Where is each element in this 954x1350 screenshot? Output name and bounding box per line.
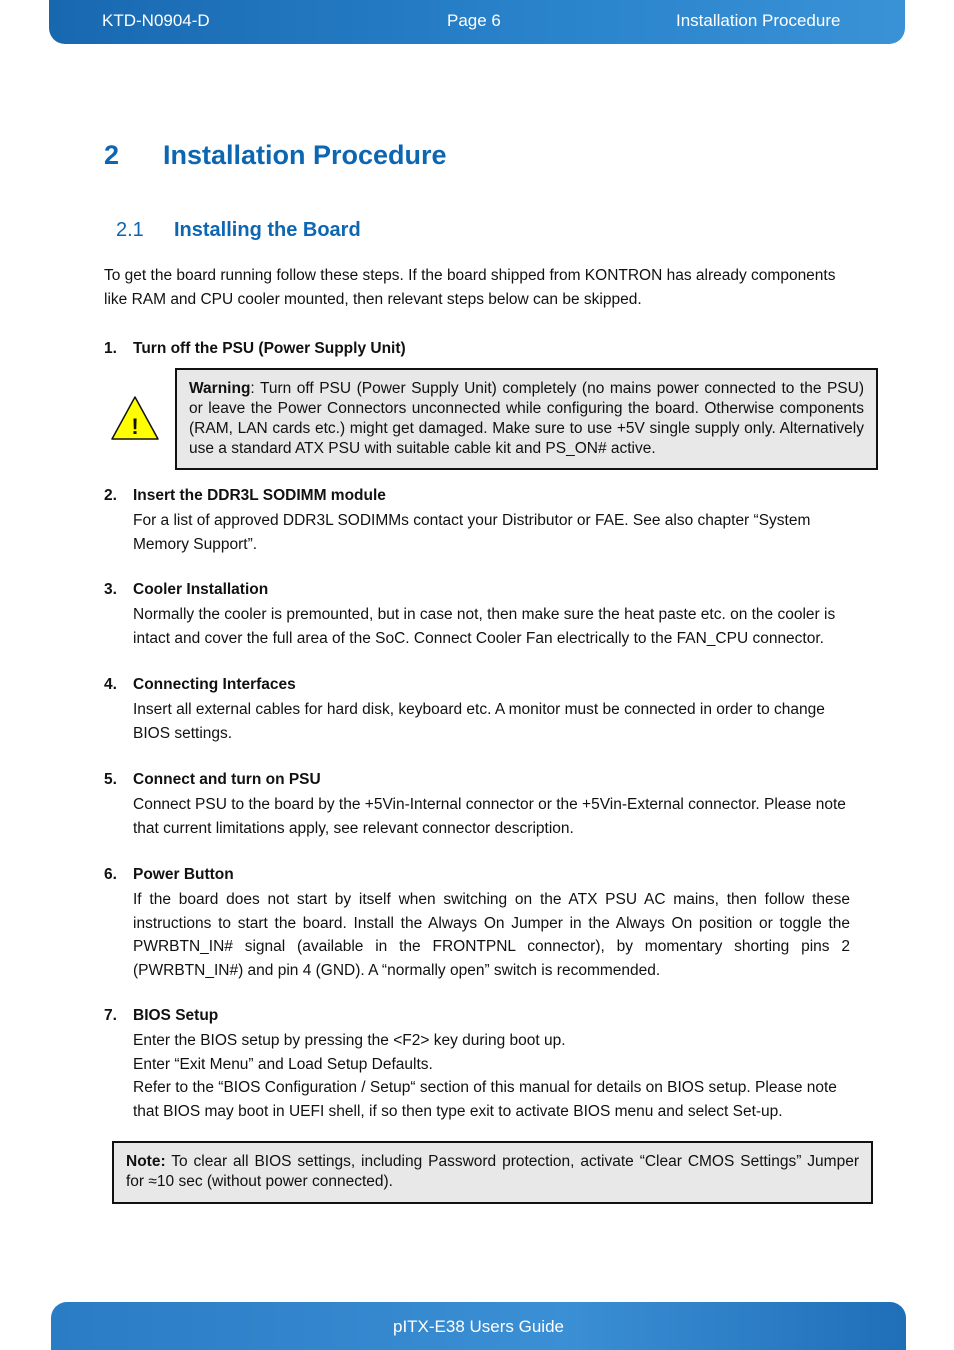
- page-header: [49, 0, 905, 44]
- step-2-title: 2. Insert the DDR3L SODIMM module: [104, 487, 386, 504]
- note-text: To clear all BIOS settings, including Password protection, activate “Clear CMOS Settings” Jumper for ≈10 sec (without power connected).: [126, 1153, 859, 1190]
- intro-paragraph: To get the board running follow these steps. If the board shipped from KONTRON has already components like RAM and CPU cooler mounted, then relevant steps below can be skipped.: [104, 267, 836, 308]
- step-7-title: 7. BIOS Setup: [104, 1007, 219, 1024]
- header-section-title: Installation Procedure: [676, 11, 841, 30]
- step-6-title: 6. Power Button: [104, 866, 234, 883]
- section-title: Installing the Board: [174, 219, 361, 241]
- footer-title: pITX-E38 Users Guide: [392, 1317, 564, 1336]
- step-2-body: For a list of approved DDR3L SODIMMs contact your Distributor or FAE. See also chapter “System Memory Support”.: [133, 512, 811, 553]
- step-7-body: [133, 1029, 850, 1123]
- step-5-title: 5. Connect and turn on PSU: [104, 771, 321, 788]
- step-7-line: Enter the BIOS setup by pressing the <F2> key during boot up.: [133, 1032, 566, 1049]
- warning-label: Warning: [189, 380, 251, 397]
- doc-id: KTD-N0904-D: [102, 11, 210, 30]
- warning-box: [175, 368, 878, 470]
- note-box: [112, 1141, 873, 1204]
- section-number: 2.1: [116, 219, 144, 241]
- warning-text: : Turn off PSU (Power Supply Unit) completely (no mains power connected to the PSU) or leave the Power Connectors unconnected while configuring the board. Otherwise components (RAM, LAN cards etc.) might get damaged. Make sure to use +5V single supply only. Alternatively use a standard ATX PSU with suitable cable kit and PS_ON# active.: [189, 380, 864, 457]
- note-label: Note:: [126, 1153, 166, 1170]
- warning-triangle-icon: [110, 395, 160, 441]
- step-4-title: 4. Connecting Interfaces: [104, 676, 296, 693]
- chapter-heading: [104, 140, 447, 171]
- step-5-body: Connect PSU to the board by the +5Vin-Internal connector or the +5Vin-External connector. Please note that current limitations apply, see relevant connector description.: [133, 796, 846, 837]
- step-3-body: Normally the cooler is premounted, but in case not, then make sure the heat paste etc. on the cooler is intact and cover the full area of the SoC. Connect Cooler Fan electrically to the FAN_CPU connector.: [133, 606, 836, 647]
- page-number: Page 6: [447, 11, 501, 30]
- svg-text:!: !: [131, 414, 139, 439]
- section-heading: [116, 219, 361, 242]
- chapter-title: Installation Procedure: [163, 140, 447, 170]
- step-1-title: 1. Turn off the PSU (Power Supply Unit): [104, 340, 406, 357]
- chapter-number: 2: [104, 140, 120, 170]
- step-4-body: Insert all external cables for hard disk, keyboard etc. A monitor must be connected in order to change BIOS settings.: [133, 701, 825, 742]
- step-7-line: Enter “Exit Menu” and Load Setup Defaults.: [133, 1055, 433, 1073]
- page-footer: [51, 1302, 906, 1350]
- step-7-line: Refer to the “BIOS Configuration / Setup“ section of this manual for details on BIOS setup. Please note that BIOS may boot in UEFI shell, if so then type exit to activate BIOS menu and select Set-up.: [133, 1079, 837, 1120]
- step-6-body: If the board does not start by itself when switching on the ATX PSU AC mains, then follow these instructions to start the board. Install the Always On Jumper in the Always On position or toggle the PWRBTN_IN# signal (available in the FRONTPNL connector), by momentary shorting pins 2 (PWRBTN_IN#) and pin 4 (GND). A “normally open” switch is recommended.: [133, 891, 850, 979]
- step-3-title: 3. Cooler Installation: [104, 581, 269, 598]
